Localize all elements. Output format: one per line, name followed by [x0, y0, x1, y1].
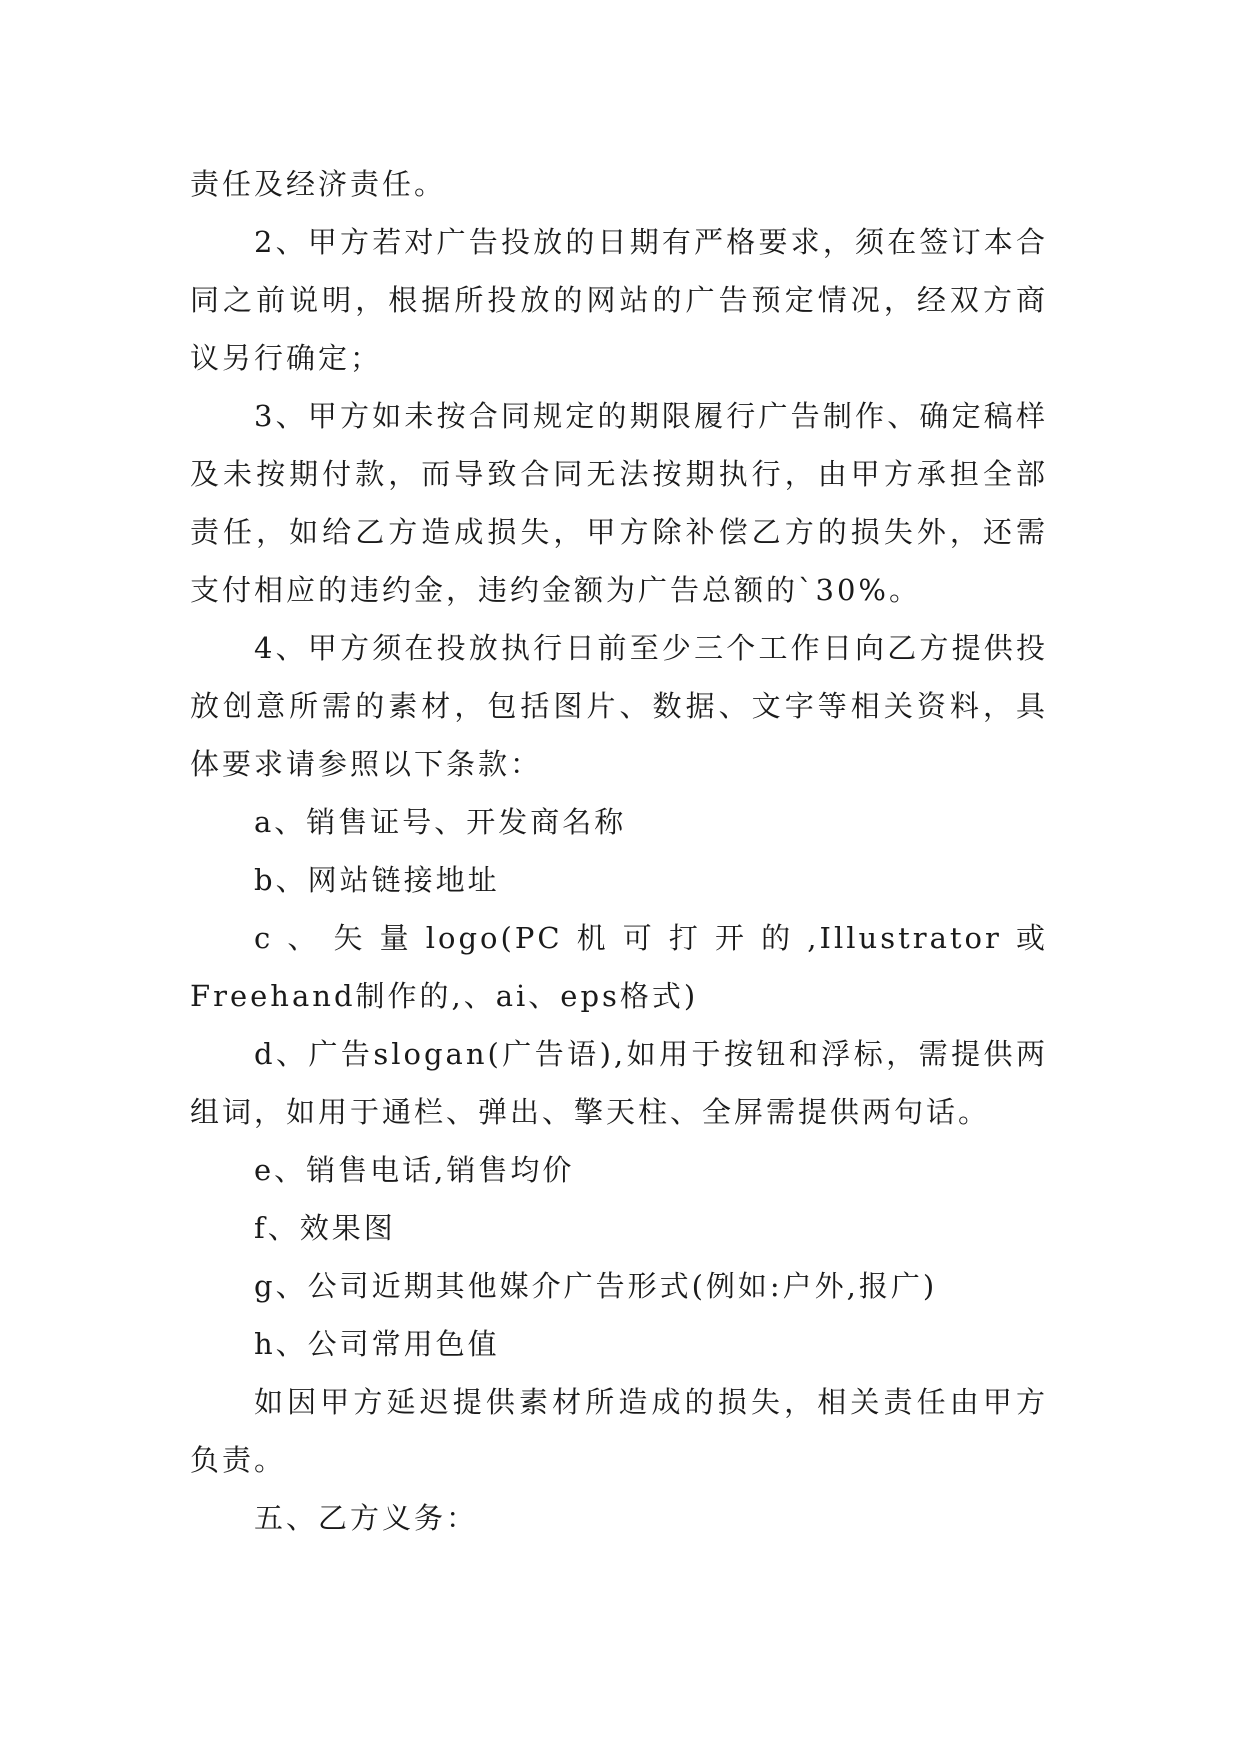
- list-item-h: h、公司常用色值: [254, 1327, 500, 1361]
- paragraph-3: 3、甲方如未按合同规定的期限履行广告制作、确定稿样及未按期付款，而导致合同无法按期执行，由甲方承担全部责任，如给乙方造成损失，甲方除补偿乙方的损失外，还需支付相应的违约金，违约金额为广告总额的`30%。: [190, 399, 1048, 607]
- list-item-b: b、网站链接地址: [254, 863, 500, 897]
- list-item-c: c、矢量logo(PC机可打开的,Illustrator或Freehand制作的,、ai、eps格式): [190, 921, 1048, 1013]
- paragraph-1: 责任及经济责任。: [190, 167, 447, 201]
- paragraph-2: 2、甲方若对广告投放的日期有严格要求，须在签订本合同之前说明，根据所投放的网站的广告预定情况，经双方商议另行确定；: [190, 225, 1048, 375]
- list-item-a: a、销售证号、开发商名称: [254, 805, 627, 839]
- section-heading-five: 五、乙方义务：: [254, 1501, 479, 1535]
- list-item-g: g、公司近期其他媒介广告形式(例如:户外,报广): [254, 1269, 938, 1303]
- paragraph-delay-liability: 如因甲方延迟提供素材所造成的损失，相关责任由甲方负责。: [190, 1385, 1048, 1477]
- paragraph-4: 4、甲方须在投放执行日前至少三个工作日向乙方提供投放创意所需的素材，包括图片、数据、文字等相关资料，具体要求请参照以下条款：: [190, 631, 1048, 781]
- list-item-e: e、销售电话,销售均价: [254, 1153, 575, 1187]
- list-item-d: d、广告slogan(广告语),如用于按钮和浮标，需提供两组词，如用于通栏、弹出、擎天柱、全屏需提供两句话。: [190, 1037, 1048, 1129]
- list-item-f: f、效果图: [254, 1211, 396, 1245]
- document-body: [190, 155, 1048, 1547]
